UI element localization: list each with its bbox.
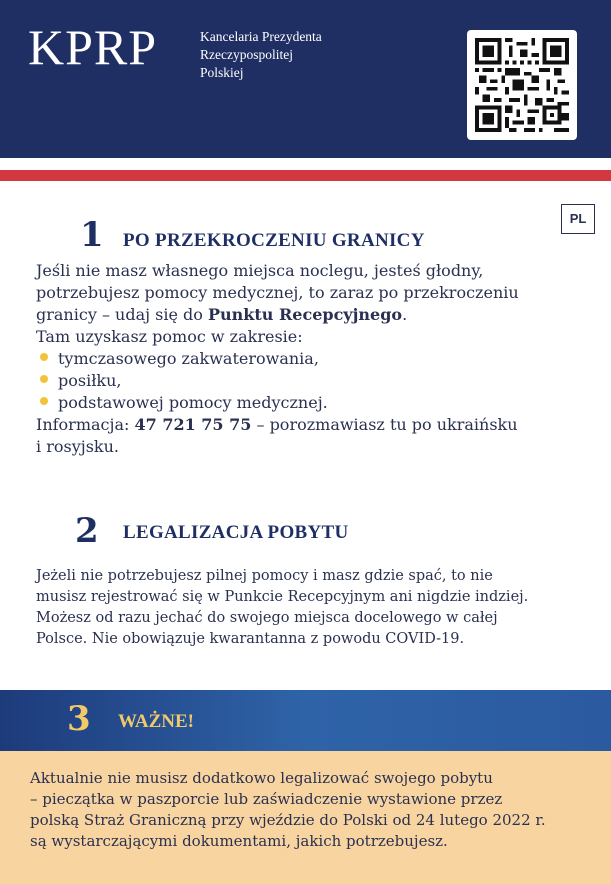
section-1-line-1: Jeśli nie masz własnego miejsca noclegu, jesteś głodny,: [36, 261, 484, 280]
bullet-icon: [40, 397, 48, 405]
bullet-icon: [40, 375, 48, 383]
qr-code[interactable]: [467, 30, 577, 140]
section-2-line-1: Jeżeli nie potrzebujesz pilnej pomocy i masz gdzie spać, to nie: [36, 568, 493, 584]
section-3-line-2: – pieczątka w paszporcie lub zaświadczenie wystawione przez: [30, 790, 503, 808]
flag-stripe-white: [0, 158, 611, 170]
bullet-text: podstawowej pomocy medycznej.: [58, 393, 328, 412]
kprp-logo: KPRP: [28, 19, 158, 75]
list-item: [36, 370, 596, 392]
section-2-body: [36, 566, 606, 650]
reception-point-name: Punktu Recepcyjnego: [208, 305, 403, 324]
section-2-line-3: Możesz od razu jechać do swojego miejsca docelowego w całej: [36, 610, 498, 626]
language-badge: PL: [561, 204, 595, 234]
qr-code-icon: [475, 38, 569, 132]
info-label: Informacja:: [36, 415, 135, 434]
organization-name: [200, 28, 322, 82]
flag-stripe-red: [0, 170, 611, 181]
section-3-body: [30, 768, 605, 852]
section-2-number: 2: [75, 511, 99, 551]
list-item: [36, 348, 596, 370]
org-line-1: Kancelaria Prezydenta: [200, 29, 322, 44]
section-1-line-3: [36, 304, 596, 326]
info-text: – porozmawiasz tu po ukraińsku: [251, 415, 518, 434]
org-line-3: Polskiej: [200, 65, 244, 80]
section-1-number: 1: [80, 215, 104, 255]
info-line: [36, 414, 596, 436]
important-banner: [0, 690, 611, 751]
line-3-end: .: [402, 305, 408, 324]
section-1-line-2: potrzebujesz pomocy medycznej, to zaraz po przekroczeniu: [36, 283, 519, 302]
section-2-line-4: Polsce. Nie obowiązuje kwarantanna z powodu COVID-19.: [36, 631, 465, 647]
bullet-icon: [40, 353, 48, 361]
help-intro: Tam uzyskasz pomoc w zakresie:: [36, 327, 303, 346]
section-3-line-1: Aktualnie nie musisz dodatkowo legalizować swojego pobytu: [30, 769, 493, 787]
section-1-title: PO PRZEKROCZENIU GRANICY: [123, 230, 425, 251]
bullet-text: posiłku,: [58, 371, 122, 390]
section-2-title: LEGALIZACJA POBYTU: [123, 522, 349, 543]
section-3-number: 3: [67, 699, 91, 739]
line-3-text: granicy – udaj się do: [36, 305, 208, 324]
section-2-line-2: musisz rejestrować się w Punkcie Recepcyjnym ani nigdzie indziej.: [36, 589, 529, 605]
section-3-line-4: są wystarczającymi dokumentami, jakich potrzebujesz.: [30, 832, 448, 850]
phone-number[interactable]: 47 721 75 75: [134, 415, 252, 434]
section-1-body: [36, 260, 596, 458]
section-3-title: WAŻNE!: [118, 711, 195, 732]
section-3-line-3: polską Straż Graniczną przy wjeździe do Polski od 24 lutego 2022 r.: [30, 811, 546, 829]
header-banner: [0, 0, 611, 158]
list-item: [36, 392, 596, 414]
org-line-2: Rzeczypospolitej: [200, 47, 293, 62]
info-line-2: i rosyjsku.: [36, 437, 119, 456]
bullet-text: tymczasowego zakwaterowania,: [58, 349, 319, 368]
